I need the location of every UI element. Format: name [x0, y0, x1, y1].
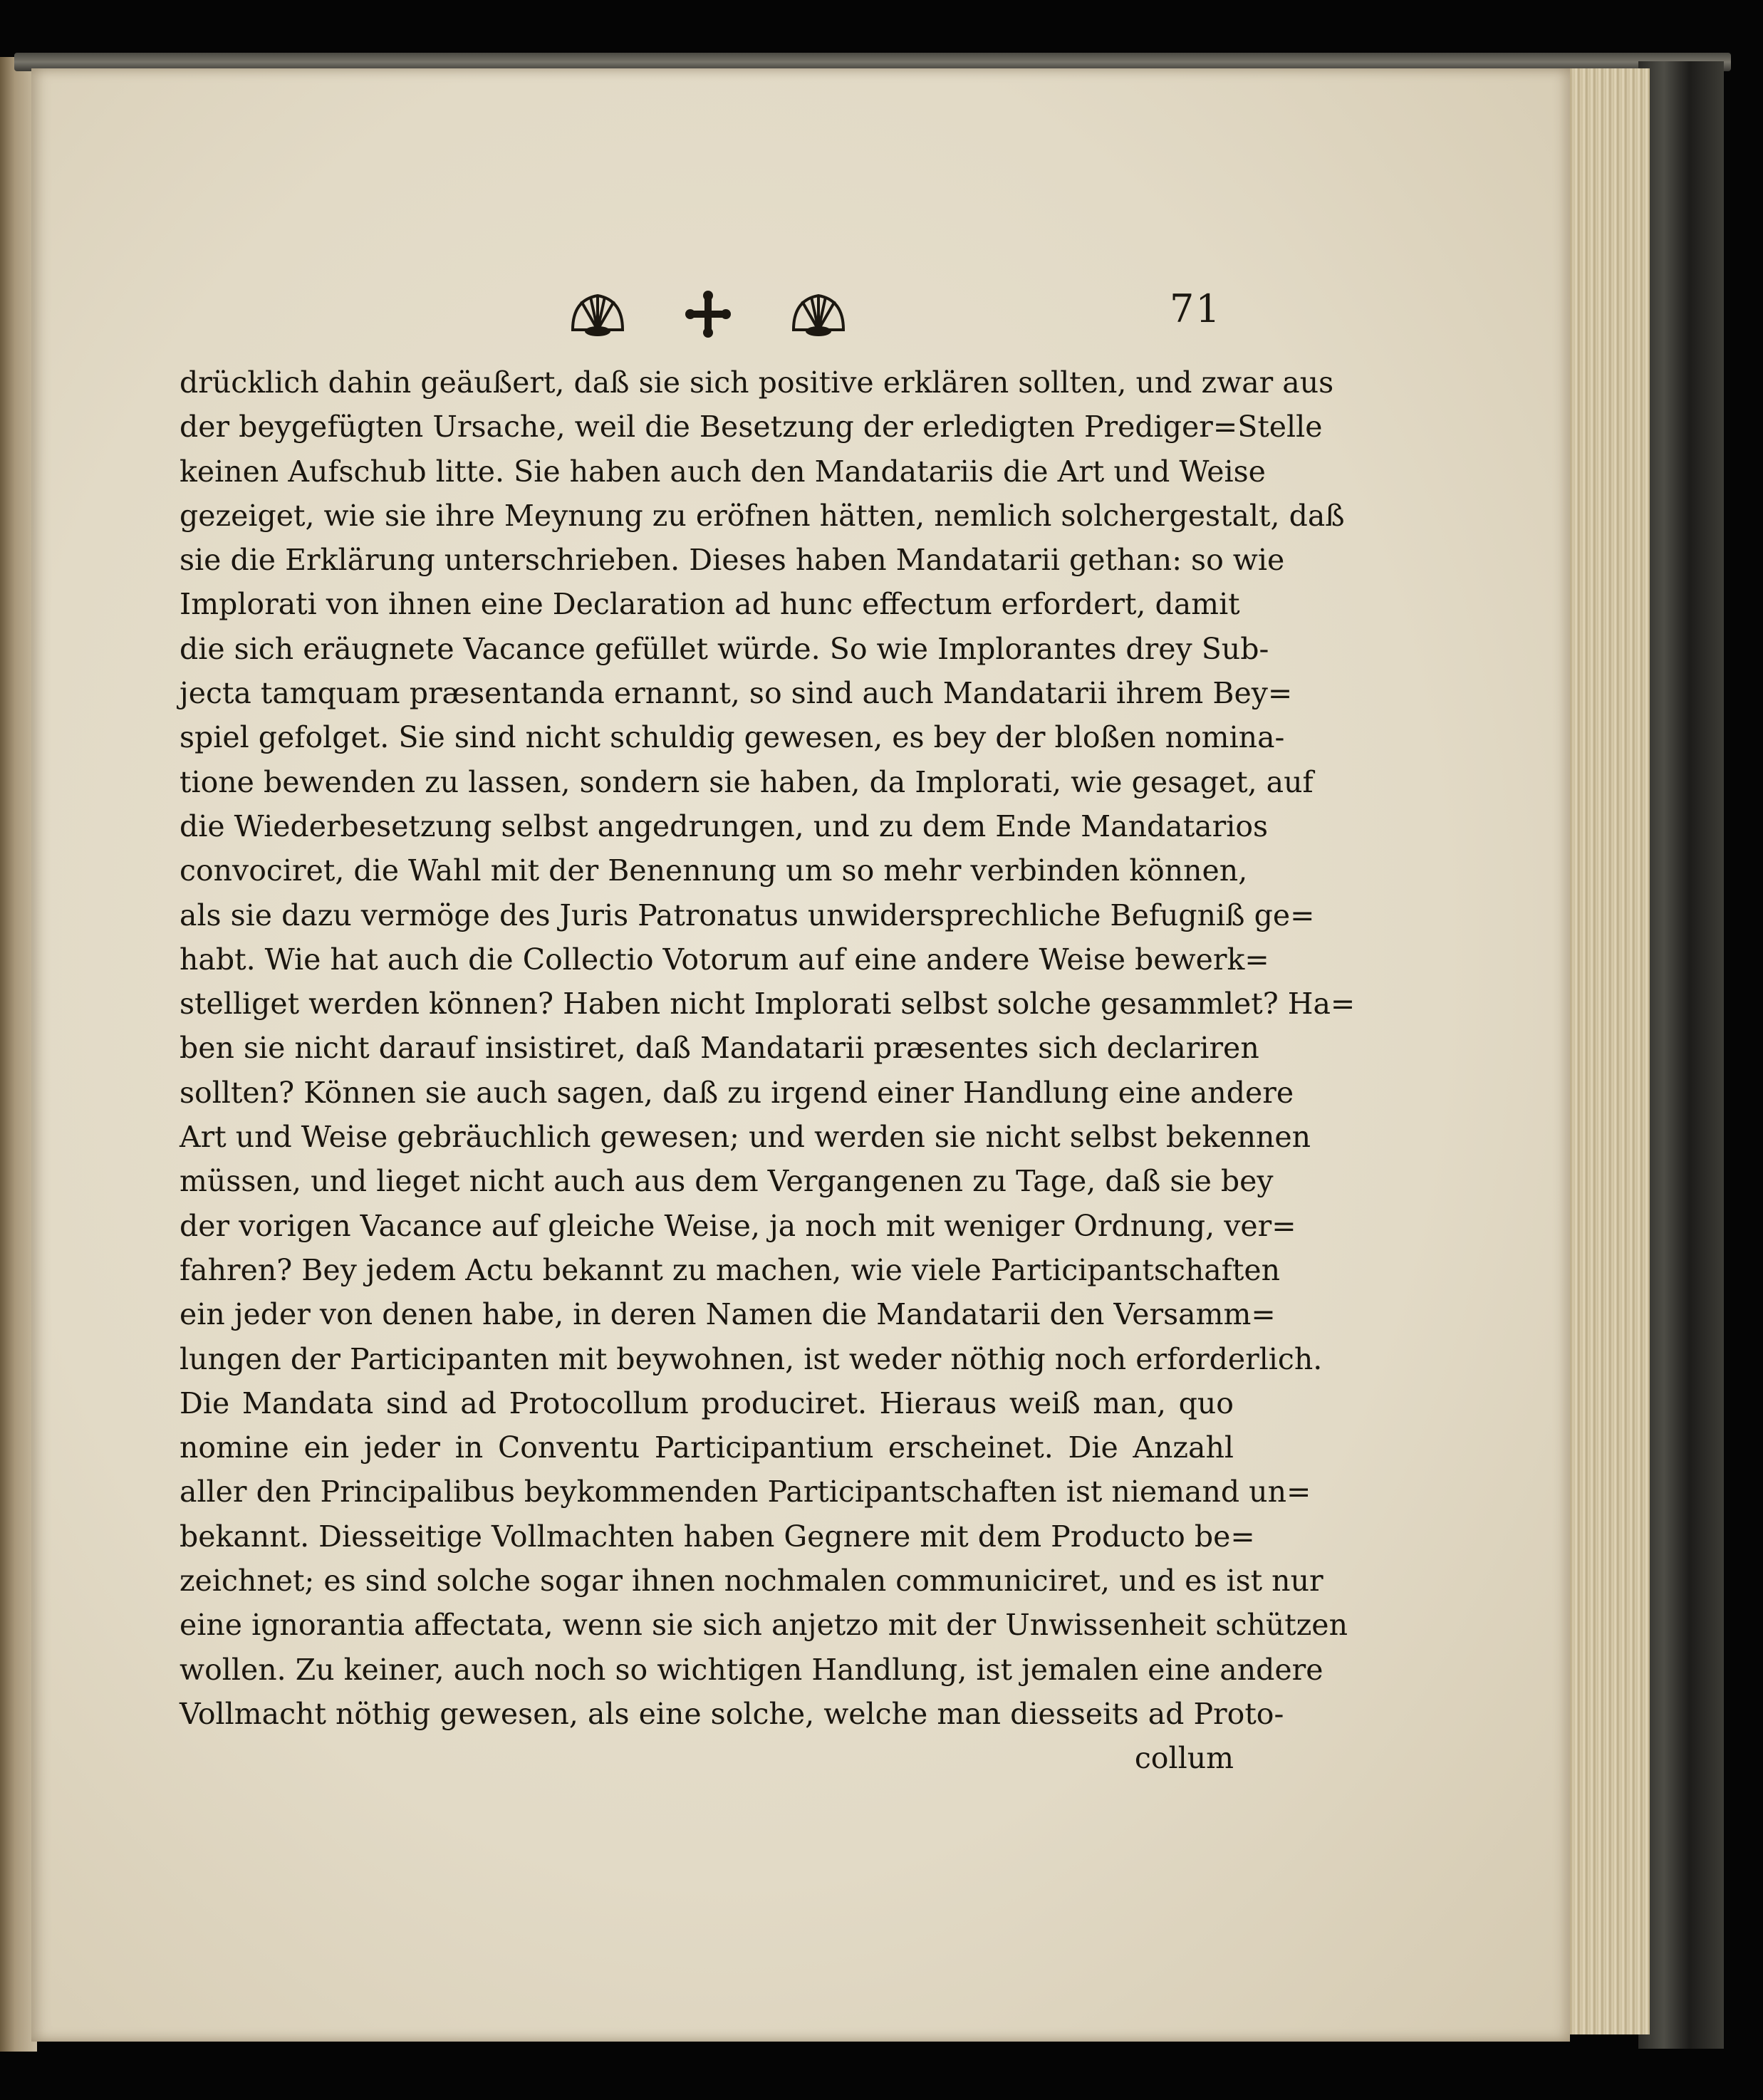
- text-line: der beygefügten Ursache, weil die Besetzung der erledigten Prediger=Stelle: [180, 410, 1323, 445]
- text-line: stelliget werden können? Haben nicht Implorati selbst solche gesammlet? Ha=: [180, 987, 1356, 1022]
- text-line: sie die Erklärung unterschrieben. Dieses haben Mandatarii gethan: so wie: [180, 543, 1285, 578]
- text-line: bekannt. Diesseitige Vollmachten haben Gegnere mit dem Producto be=: [180, 1519, 1255, 1554]
- text-line: habt. Wie hat auch die Collectio Votorum auf eine andere Weise bewerk=: [180, 942, 1269, 977]
- text-line: lungen der Participanten mit beywohnen, ist weder nöthig noch erforderlich.: [180, 1341, 1323, 1376]
- text-line: der vorigen Vacance auf gleiche Weise, ja noch mit weniger Ordnung, ver=: [180, 1208, 1296, 1243]
- text-line: keinen Aufschub litte. Sie haben auch den Mandatariis die Art und Weise: [180, 454, 1266, 489]
- page-number: 71: [1170, 286, 1222, 331]
- text-line: die sich eräugnete Vacance gefüllet würde. So wie Implorantes drey Sub-: [180, 631, 1269, 666]
- text-line: als sie dazu vermöge des Juris Patronatus unwidersprechliche Befugniß ge=: [180, 898, 1315, 932]
- text-line: Art und Weise gebräuchlich gewesen; und werden sie nicht selbst bekennen: [180, 1120, 1311, 1155]
- text-line: ben sie nicht darauf insistiret, daß Mandatarii præsentes sich declariren: [180, 1031, 1259, 1066]
- text-line: Vollmacht nöthig gewesen, als eine solche, welche man diesseits ad Proto-: [180, 1696, 1284, 1731]
- text-line: sollten? Können sie auch sagen, daß zu irgend einer Handlung eine andere: [180, 1075, 1294, 1110]
- text-line: fahren? Bey jedem Actu bekannt zu machen, wie viele Participantschaften: [180, 1252, 1281, 1287]
- shell-ornament-left: [573, 296, 623, 336]
- text-line: ein jeder von denen habe, in deren Namen die Mandatarii den Versamm=: [180, 1297, 1276, 1332]
- book-cover-right-edge: [1638, 61, 1724, 2049]
- text-line: drücklich dahin geäußert, daß sie sich positive erklären sollten, und zwar aus: [180, 365, 1334, 400]
- text-line: die Wiederbesetzung selbst angedrungen, und zu dem Ende Mandatarios: [180, 809, 1269, 843]
- body-text: [180, 360, 1356, 1781]
- text-line: convociret, die Wahl mit der Benennung um so mehr verbinden können,: [180, 853, 1248, 888]
- text-line: müssen, und lieget nicht auch aus dem Vergangenen zu Tage, daß sie bey: [180, 1164, 1274, 1199]
- page-stack-edges: [1564, 68, 1650, 2034]
- header-ornament: [558, 286, 858, 343]
- text-line: Implorati von ihnen eine Declaration ad hunc effectum erfordert, damit: [180, 587, 1240, 622]
- text-line: gezeiget, wie sie ihre Meynung zu eröfnen hätten, nemlich solchergestalt, daß: [180, 498, 1345, 533]
- catchword: collum: [1134, 1741, 1234, 1776]
- text-line: spiel gefolget. Sie sind nicht schuldig gewesen, es bey der bloßen nomina-: [180, 720, 1285, 755]
- shell-ornament-right: [794, 296, 843, 336]
- text-line: eine ignorantia affectata, wenn sie sich anjetzo mit der Unwissenheit schützen: [180, 1608, 1348, 1643]
- cross-ornament: [685, 291, 731, 338]
- text-line: Die Mandata sind ad Protocollum produciret. Hieraus weiß man, quo: [180, 1386, 1234, 1420]
- text-line: nomine ein jeder in Conventu Participantium erscheinet. Die Anzahl: [180, 1430, 1234, 1465]
- text-line: wollen. Zu keiner, auch noch so wichtigen Handlung, ist jemalen eine andere: [180, 1652, 1323, 1687]
- text-line: aller den Principalibus beykommenden Participantschaften ist niemand un=: [180, 1475, 1311, 1509]
- text-line: tione bewenden zu lassen, sondern sie haben, da Implorati, wie gesaget, auf: [180, 764, 1314, 799]
- text-line: zeichnet; es sind solche sogar ihnen nochmalen communiciret, und es ist nur: [180, 1564, 1323, 1599]
- text-line: jecta tamquam præsentanda ernannt, so sind auch Mandatarii ihrem Bey=: [180, 676, 1293, 711]
- book-page: [31, 68, 1570, 2042]
